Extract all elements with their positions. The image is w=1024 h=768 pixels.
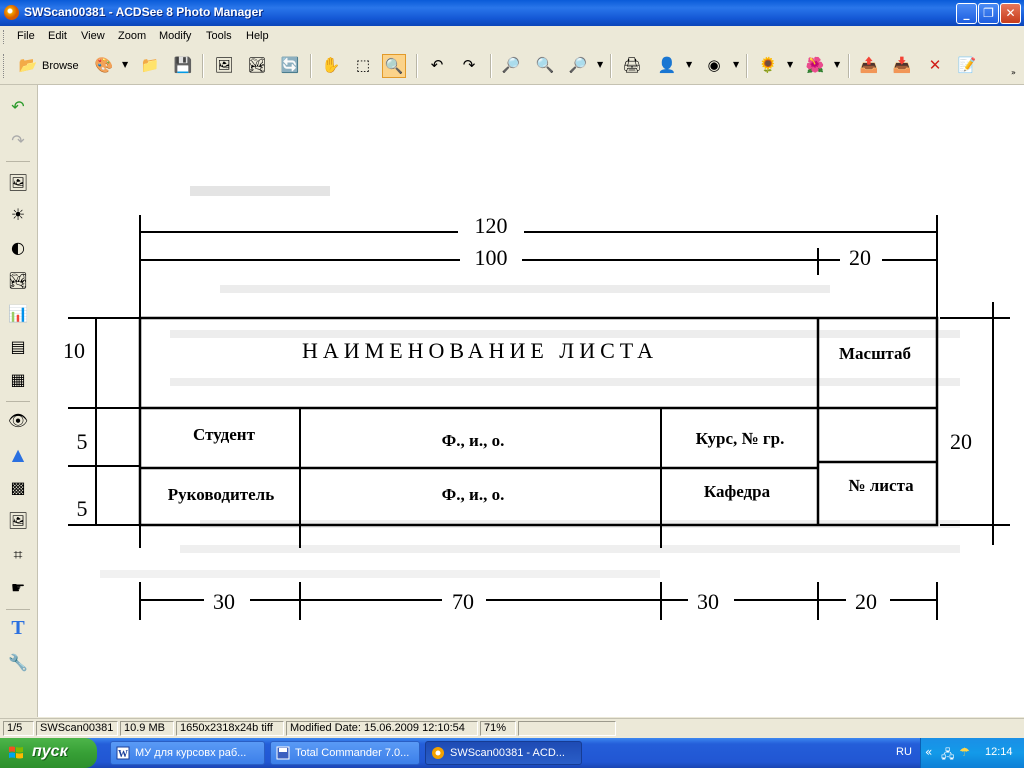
tray-umbrella-icon[interactable]: ☂: [959, 745, 970, 759]
color-balance-icon[interactable]: 🏞: [7, 271, 29, 290]
scanned-drawing: [38, 85, 1024, 717]
title-bar: [0, 0, 1024, 26]
restore-button[interactable]: ❐: [978, 3, 999, 24]
gradient-icon[interactable]: ▦: [10, 370, 26, 389]
supervisor-name-label: Ф., и., о.: [441, 485, 505, 504]
system-tray: [920, 738, 1024, 768]
status-filesize: 10.9 MB: [120, 721, 174, 736]
status-empty-panel: [518, 721, 616, 736]
floppy-disk-icon: [276, 746, 290, 760]
dim-row1-height: 10: [63, 338, 85, 363]
toolbar-separator: [416, 54, 418, 78]
dim-total-width: 120: [474, 213, 508, 238]
status-modified-date: Modified Date: 15.06.2009 12:10:54: [286, 721, 478, 736]
dim-total-height: 20: [950, 429, 972, 454]
effects-icon[interactable]: ▩: [10, 478, 26, 497]
sharpen-icon[interactable]: ▲: [11, 445, 25, 464]
undo-icon[interactable]: ↶: [11, 97, 25, 116]
sheet-title: НАИМЕНОВАНИЕ ЛИСТА: [301, 338, 659, 363]
delete-icon[interactable]: ✕: [928, 56, 942, 74]
dim-col4-width: 20: [855, 589, 877, 614]
image-viewer[interactable]: [38, 85, 1024, 717]
start-label: пуск: [32, 743, 68, 760]
close-button[interactable]: ✕: [1000, 3, 1021, 24]
toolbar-separator: [310, 54, 312, 78]
chevron-down-icon[interactable]: ▼: [787, 60, 794, 69]
svg-text:W: W: [118, 749, 128, 760]
toolbar-separator: [6, 401, 30, 402]
taskbar-item-label: SWScan00381 - ACD...: [450, 747, 565, 759]
dim-col1-width: 30: [213, 589, 235, 614]
language-indicator[interactable]: RU: [896, 746, 912, 758]
toolbar-separator: [6, 161, 30, 162]
status-position: 1/5: [3, 721, 34, 736]
toolbar-grip[interactable]: [3, 54, 6, 78]
toolbar-separator: [202, 54, 204, 78]
minimize-button[interactable]: _: [956, 3, 977, 24]
next-image-icon[interactable]: 🏞: [247, 56, 267, 74]
clock[interactable]: 12:14: [985, 746, 1013, 758]
menu-bar: [0, 26, 1024, 48]
move-to-folder-icon[interactable]: 📥: [892, 56, 912, 74]
toolbar-separator: [490, 54, 492, 78]
dim-row2-height: 5: [76, 429, 88, 454]
windows-flag-icon: [8, 745, 24, 761]
red-eye-icon[interactable]: 👁: [7, 411, 29, 430]
wallpaper-icon[interactable]: 🌺: [805, 56, 825, 74]
status-dimensions: 1650x2318x24b tiff: [176, 721, 284, 736]
student-label: Студент: [193, 425, 255, 444]
left-edit-toolbar: [0, 85, 38, 717]
scale-label: Масштаб: [838, 344, 912, 363]
menubar-grip[interactable]: [3, 30, 6, 44]
rotate-right-icon[interactable]: ↷: [462, 56, 476, 74]
menu-zoom[interactable]: Zoom: [118, 30, 147, 42]
refresh-image-icon[interactable]: 🔄: [280, 56, 300, 74]
taskbar-item-acdsee[interactable]: [425, 741, 582, 765]
browse-icon[interactable]: 📂: [18, 56, 38, 74]
network-icon[interactable]: 🖧: [941, 747, 955, 761]
chevron-down-icon[interactable]: ▼: [733, 60, 740, 69]
toolbar-separator: [848, 54, 850, 78]
background-bleed-text: [100, 186, 960, 578]
print-icon[interactable]: 🖨: [622, 56, 642, 74]
taskbar-item-total-commander[interactable]: [270, 741, 420, 765]
dim-row3-height: 5: [76, 496, 88, 521]
zoom-tool-icon[interactable]: 🔍: [382, 54, 406, 78]
slideshow-icon[interactable]: 🌻: [758, 56, 778, 74]
dim-right-width: 20: [849, 245, 871, 270]
taskbar: [0, 738, 1024, 768]
sheet-number-label: № листа: [848, 476, 914, 495]
status-bar: [0, 718, 1024, 739]
zoom-options-icon[interactable]: 🔎: [568, 56, 588, 74]
contrast-icon[interactable]: ◐: [11, 238, 25, 257]
red-eye-photo-icon[interactable]: 🖼: [7, 173, 29, 192]
menu-tools[interactable]: Tools: [206, 30, 232, 42]
stamp-lines: [68, 215, 1010, 620]
dim-col3-width: 30: [697, 589, 719, 614]
toolbar-overflow-icon[interactable]: »: [1011, 68, 1016, 77]
menu-view[interactable]: View: [81, 30, 105, 42]
acdsee-app-icon: [431, 746, 445, 760]
audio-icon[interactable]: ◉: [707, 56, 721, 74]
status-zoom: 71%: [480, 721, 516, 736]
zoom-in-icon[interactable]: 🔎: [501, 56, 521, 74]
taskbar-item-word[interactable]: [110, 741, 265, 765]
chevron-down-icon[interactable]: ▼: [597, 60, 604, 69]
brightness-icon[interactable]: ☀: [10, 205, 26, 224]
properties-icon[interactable]: 📝: [957, 56, 977, 74]
text-tool-icon[interactable]: T: [11, 617, 25, 639]
taskbar-item-label: Total Commander 7.0...: [295, 747, 410, 759]
chevron-down-icon[interactable]: ▼: [122, 60, 129, 69]
previous-image-icon[interactable]: 🖼: [214, 56, 234, 74]
chevron-down-icon[interactable]: ▼: [686, 60, 693, 69]
taskbar-item-label: МУ для курсовх раб...: [135, 747, 247, 759]
select-rectangle-icon[interactable]: ⬚: [355, 56, 371, 74]
student-name-label: Ф., и., о.: [441, 431, 505, 450]
supervisor-label: Руководитель: [167, 485, 275, 504]
main-toolbar: [0, 48, 1024, 85]
copy-to-folder-icon[interactable]: 📤: [859, 56, 879, 74]
toolbar-separator: [6, 609, 30, 610]
menu-modify[interactable]: Modify: [159, 30, 192, 42]
redo-icon[interactable]: ↷: [11, 131, 25, 150]
grayscale-icon[interactable]: ▤: [10, 337, 26, 356]
start-button[interactable]: [0, 738, 97, 768]
department-label: Кафедра: [703, 482, 771, 501]
tray-expand-icon[interactable]: «: [925, 745, 933, 759]
status-filename: SWScan00381: [36, 721, 118, 736]
window-title: SWScan00381 - ACDSee 8 Photo Manager: [24, 5, 263, 19]
dim-main-width: 100: [474, 245, 508, 270]
edit-palette-icon[interactable]: 🎨: [94, 56, 114, 74]
zoom-out-icon[interactable]: 🔍: [535, 56, 555, 74]
browse-button-label[interactable]: Browse: [42, 60, 79, 72]
toolbar-separator: [746, 54, 748, 78]
share-icon[interactable]: 👤: [657, 56, 677, 74]
menu-file[interactable]: File: [17, 30, 35, 42]
rotate-hand-icon[interactable]: ☛: [10, 578, 26, 597]
dim-col2-width: 70: [452, 589, 474, 614]
menu-edit[interactable]: Edit: [48, 30, 67, 42]
hand-pan-icon[interactable]: ✋: [321, 56, 341, 74]
word-document-icon: [116, 746, 130, 760]
course-group-label: Курс, № гр.: [695, 429, 785, 448]
levels-chart-icon[interactable]: 📊: [8, 304, 28, 323]
toolbar-separator: [610, 54, 612, 78]
open-folder-icon[interactable]: 📁: [140, 56, 160, 74]
save-icon[interactable]: 💾: [173, 56, 193, 74]
chevron-down-icon[interactable]: ▼: [834, 60, 841, 69]
resize-image-icon[interactable]: 🖼: [7, 511, 29, 530]
rotate-left-icon[interactable]: ↶: [430, 56, 444, 74]
acdsee-app-icon: [4, 5, 19, 20]
menu-help[interactable]: Help: [246, 30, 269, 42]
crop-icon[interactable]: ⌗: [13, 545, 23, 564]
settings-wrench-icon[interactable]: 🔧: [8, 653, 28, 672]
